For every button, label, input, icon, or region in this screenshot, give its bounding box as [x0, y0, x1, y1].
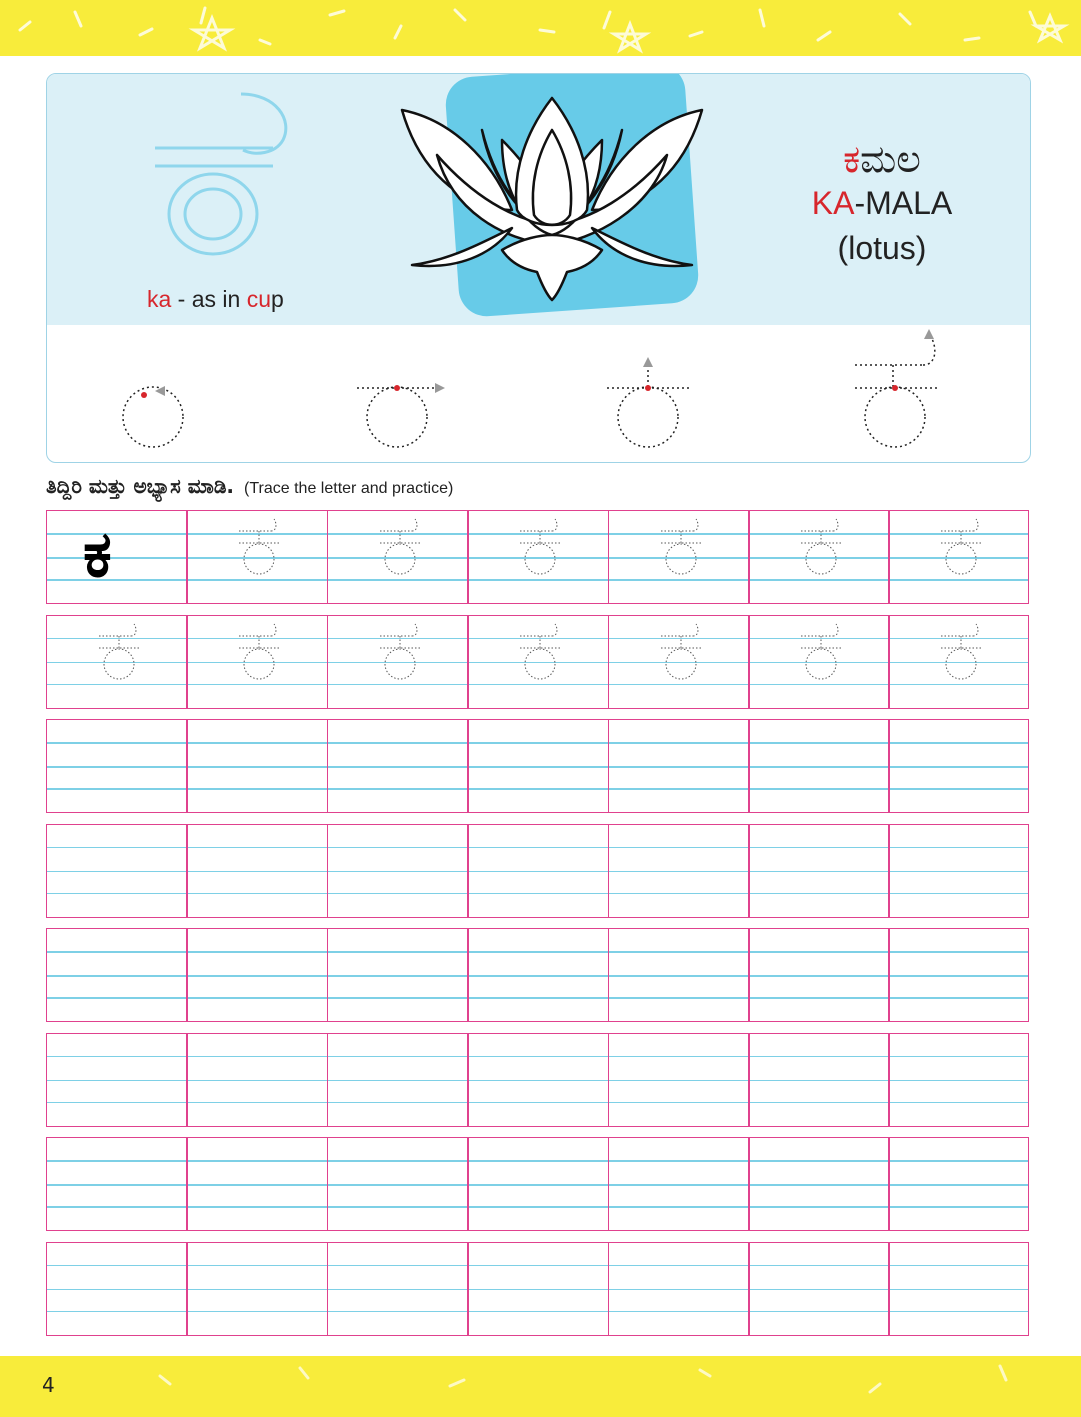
instruction-kannada: ತಿದ್ದಿರಿ ಮತ್ತು ಅಭ್ಯಾಸ ಮಾಡಿ.: [46, 474, 235, 498]
top-banner: [0, 0, 1081, 56]
outline-letter-ka: [151, 82, 301, 262]
phonetic-hint: [147, 286, 284, 313]
practice-cell[interactable]: [328, 1034, 468, 1125]
practice-cell[interactable]: [47, 1138, 187, 1229]
practice-cell[interactable]: [609, 1138, 749, 1229]
phonetic-suffix: p: [271, 286, 284, 312]
practice-cell[interactable]: [328, 616, 468, 707]
trace-letter-icon: [512, 517, 572, 579]
trace-letter-icon: [933, 622, 993, 684]
practice-cell[interactable]: [468, 929, 608, 1020]
arrow-icon: [924, 329, 934, 339]
practice-cell[interactable]: [609, 720, 749, 811]
trace-letter-icon: [512, 622, 572, 684]
stroke-step-2: [367, 387, 427, 447]
practice-cell[interactable]: [609, 1034, 749, 1125]
star-pattern: [0, 0, 1081, 56]
trace-letter-icon: [91, 622, 151, 684]
practice-cell[interactable]: [468, 825, 608, 916]
practice-cell[interactable]: [328, 825, 468, 916]
practice-cell[interactable]: [328, 511, 468, 602]
example-word: [747, 136, 1017, 272]
practice-row: [46, 1137, 1029, 1231]
word-kannada-highlight: ಕ: [843, 137, 861, 181]
practice-row: [46, 1033, 1029, 1127]
word-meaning: (lotus): [837, 230, 927, 266]
practice-cell[interactable]: [187, 720, 327, 811]
practice-cell[interactable]: [609, 511, 749, 602]
word-translit-rest: -MALA: [854, 185, 953, 221]
practice-row: [46, 928, 1029, 1022]
practice-row: [46, 510, 1029, 604]
practice-row: [46, 719, 1029, 813]
practice-cell[interactable]: [187, 929, 327, 1020]
practice-cell[interactable]: [749, 511, 889, 602]
practice-cell[interactable]: [47, 720, 187, 811]
word-kannada-rest: ಮಲ: [860, 137, 921, 181]
practice-cell[interactable]: [47, 1243, 187, 1334]
practice-cell[interactable]: [47, 1034, 187, 1125]
trace-letter-icon: [793, 517, 853, 579]
practice-cell[interactable]: [187, 1138, 327, 1229]
practice-cell[interactable]: [468, 1034, 608, 1125]
practice-cell[interactable]: [749, 929, 889, 1020]
practice-cell[interactable]: [47, 616, 187, 707]
bottom-banner: [0, 1356, 1081, 1417]
practice-cell[interactable]: [47, 929, 187, 1020]
practice-cell[interactable]: [609, 1243, 749, 1334]
model-letter: ಕ: [83, 518, 112, 592]
practice-cell[interactable]: [47, 511, 187, 602]
practice-cell[interactable]: [749, 1034, 889, 1125]
word-transliteration: [747, 182, 1017, 224]
stroke-step-1: [123, 387, 183, 447]
practice-cell[interactable]: [889, 1243, 1029, 1334]
letter-intro-card: [46, 73, 1031, 463]
practice-cell[interactable]: [47, 825, 187, 916]
practice-row: [46, 1242, 1029, 1336]
star-pattern: [0, 1356, 1081, 1417]
word-kannada: [747, 136, 1017, 182]
practice-cell[interactable]: [889, 1034, 1029, 1125]
practice-cell[interactable]: [749, 825, 889, 916]
practice-cell[interactable]: [749, 720, 889, 811]
practice-cell[interactable]: [468, 511, 608, 602]
practice-cell[interactable]: [609, 929, 749, 1020]
instruction-english: (Trace the letter and practice): [244, 480, 454, 497]
practice-cell[interactable]: [749, 1243, 889, 1334]
practice-cell[interactable]: [468, 1138, 608, 1229]
practice-cell[interactable]: [187, 1243, 327, 1334]
trace-letter-icon: [231, 622, 291, 684]
trace-letter-icon: [372, 517, 432, 579]
stroke-order-steps: [47, 325, 1030, 462]
practice-cell[interactable]: [468, 1243, 608, 1334]
practice-cell[interactable]: [609, 825, 749, 916]
word-translit-highlight: KA: [811, 185, 855, 221]
practice-cell[interactable]: [749, 616, 889, 707]
trace-letter-icon: [653, 622, 713, 684]
practice-cell[interactable]: [889, 825, 1029, 916]
practice-cell[interactable]: [749, 1138, 889, 1229]
practice-cell[interactable]: [187, 1034, 327, 1125]
phonetic-prefix: ka: [147, 286, 172, 312]
practice-cell[interactable]: [889, 720, 1029, 811]
practice-cell[interactable]: [889, 616, 1029, 707]
practice-cell[interactable]: [187, 616, 327, 707]
phonetic-highlight: cu: [246, 286, 272, 312]
arrow-icon: [643, 357, 653, 367]
practice-cell[interactable]: [328, 720, 468, 811]
arrow-icon: [435, 383, 445, 393]
practice-cell[interactable]: [328, 929, 468, 1020]
phonetic-mid: - as in: [171, 286, 247, 312]
trace-letter-icon: [793, 622, 853, 684]
arrow-icon: [155, 386, 165, 396]
practice-cell[interactable]: [328, 1243, 468, 1334]
practice-cell[interactable]: [328, 1138, 468, 1229]
practice-cell[interactable]: [889, 929, 1029, 1020]
practice-cell[interactable]: [468, 720, 608, 811]
practice-cell[interactable]: [889, 511, 1029, 602]
lotus-illustration: [392, 73, 712, 320]
instruction-line: [46, 474, 453, 498]
practice-cell[interactable]: [889, 1138, 1029, 1229]
practice-row: [46, 824, 1029, 918]
practice-row: [46, 615, 1029, 709]
practice-cell[interactable]: [609, 616, 749, 707]
practice-cell[interactable]: [187, 511, 327, 602]
stroke-step-3: [618, 387, 678, 447]
trace-letter-icon: [231, 517, 291, 579]
stroke-step-4: [865, 387, 925, 447]
page-number: 4: [42, 1373, 55, 1397]
practice-cell[interactable]: [187, 825, 327, 916]
trace-letter-icon: [372, 622, 432, 684]
trace-letter-icon: [653, 517, 713, 579]
practice-cell[interactable]: [468, 616, 608, 707]
trace-letter-icon: [933, 517, 993, 579]
